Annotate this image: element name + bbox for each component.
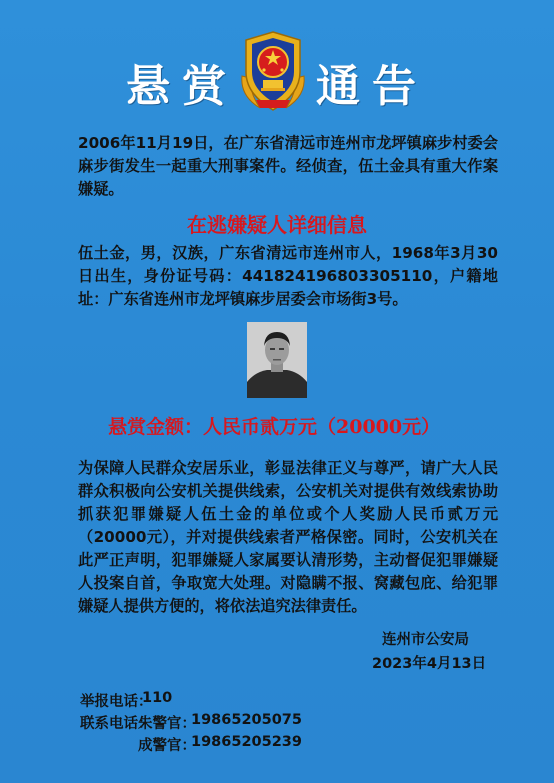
reward-heading: 悬赏金额：人民币贰万元（20000元） <box>108 416 441 438</box>
signoff-date: 2023年4月13日 <box>372 656 487 672</box>
tip-line-number[interactable]: 110 <box>142 690 173 706</box>
notice-title <box>0 28 554 118</box>
intro-paragraph: 2006年11月19日，在广东省清远市连州市龙坪镇麻步村委会麻步街发生一起重大刑事案件。经侦查，伍土金具有重大作案嫌疑。 <box>78 134 498 198</box>
title-left: 悬赏 <box>126 61 238 112</box>
officer1-name: 朱警官： <box>138 716 196 732</box>
signoff-org: 连州市公安局 <box>382 632 469 648</box>
officer1-phone[interactable]: 19865205075 <box>191 712 302 728</box>
suspect-heading: 在逃嫌疑人详细信息 <box>187 213 367 237</box>
police-emblem-icon <box>230 28 316 114</box>
suspect-photo <box>247 322 307 398</box>
officer2-name: 成警官： <box>138 738 196 754</box>
body-paragraph: 为保障人民群众安居乐业，彰显法律正义与尊严，请广大人民群众积极向公安机关提供线索，公安机关对提供有效线索协助抓获犯罪嫌疑人伍土金的单位或个人奖励人民币贰万元（20000元），并对提供线索者严格保密。同时，公安机关在此严正声明，犯罪嫌疑人家属要认清形势，主动督促犯罪嫌疑人投案自首，争取宽大处理。对隐瞒不报、窝藏包庇、给犯罪嫌疑人提供方便的，将依法追究法律责任。 <box>78 459 498 615</box>
tip-line-label: 举报电话： <box>80 694 153 710</box>
title-right: 通告 <box>316 61 428 112</box>
suspect-photo-image <box>247 322 307 398</box>
officer2-phone[interactable]: 19865205239 <box>191 734 302 750</box>
suspect-info-paragraph: 伍土金，男，汉族，广东省清远市连州市人，1968年3月30日出生，身份证号码：441824196803305110，户籍地址：广东省连州市龙坪镇麻步居委会市场街3号。 <box>78 244 498 308</box>
contact-label: 联系电话： <box>80 716 153 732</box>
